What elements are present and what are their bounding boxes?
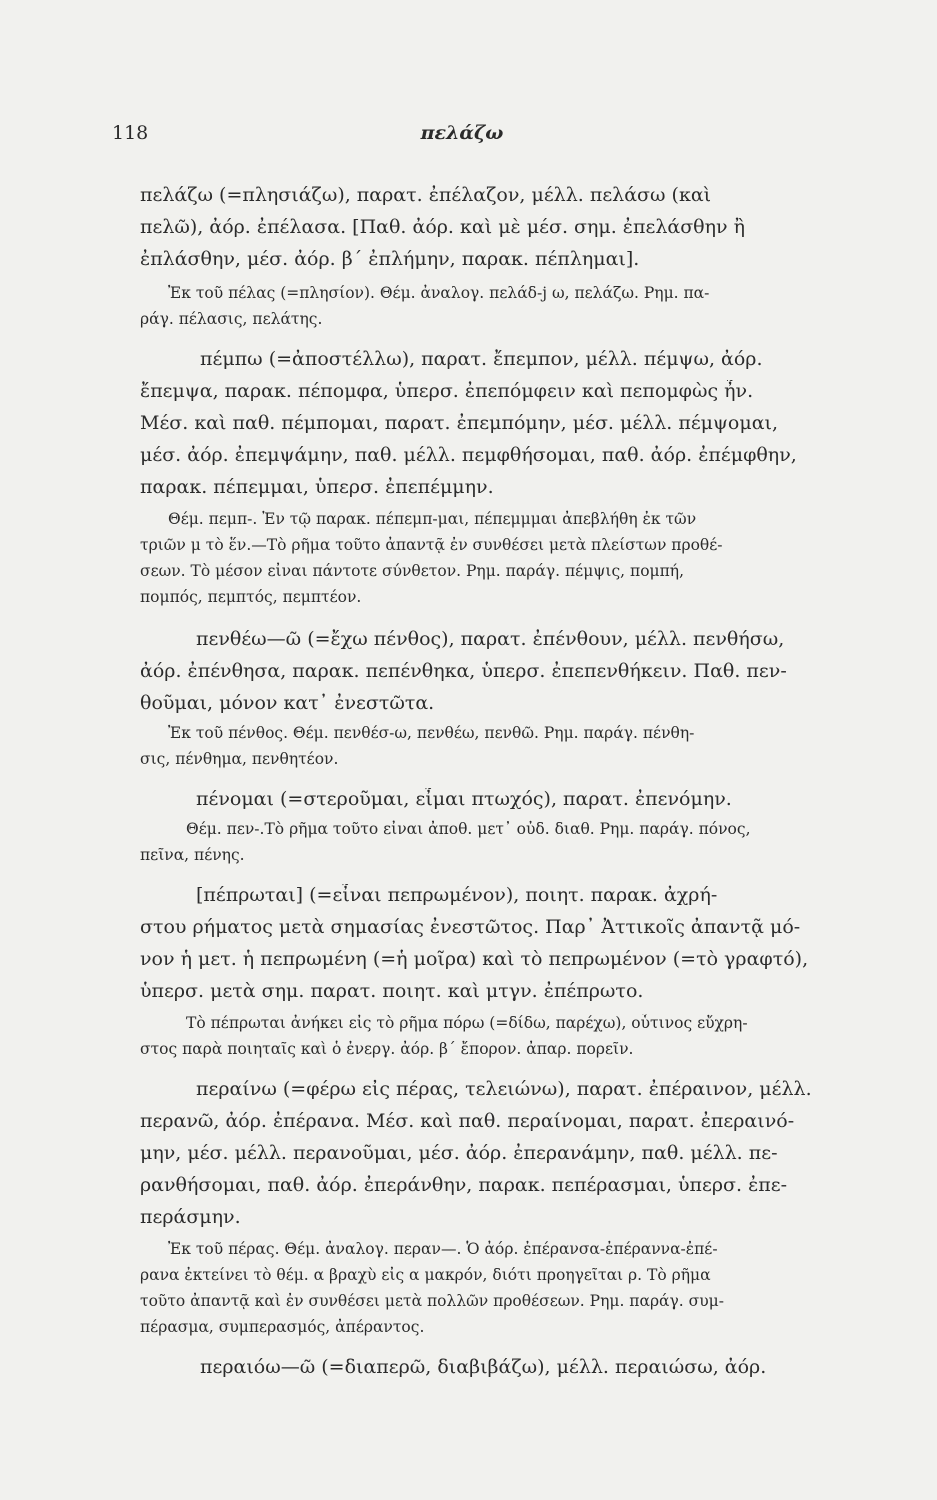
etymology-line: ράγ. πέλασις, πελάτης. (140, 310, 323, 328)
etymology-line: τοῦτο ἀπαντᾷ καὶ ἐν συνθέσει μετὰ πολλῶν προθέσεων. Ρημ. παράγ. συμ- (140, 1292, 724, 1310)
etymology-line: πομπός, πεμπτός, πεμπτέον. (140, 588, 362, 606)
entry-pentheo-line: πενθέω—ῶ (=ἔχω πένθος), παρατ. ἐπένθουν, μέλλ. πενθήσω, (196, 628, 785, 650)
entry-pelazo-line: πελάζω (=πλησιάζω), παρατ. ἐπέλαζον, μέλλ. πελάσω (καὶ (140, 184, 712, 206)
text-line: περανῶ, ἀόρ. ἐπέρανα. Μέσ. καὶ παθ. περαίνομαι, παρατ. ἐπεραινό- (140, 1110, 795, 1132)
text-line: θοῦμαι, μόνον κατ᾽ ἐνεστῶτα. (140, 692, 435, 714)
text-line: ἀόρ. ἐπένθησα, παρακ. πεπένθηκα, ὑπερσ. ἐπεπενθήκειν. Παθ. πεν- (140, 660, 787, 682)
entry-peraino-line: περαίνω (=φέρω εἰς πέρας, τελειώνω), παρατ. ἐπέραινον, μέλλ. (196, 1078, 812, 1100)
page-header (112, 122, 812, 152)
etymology-line: στος παρὰ ποιηταῖς καὶ ὁ ἐνεργ. ἀόρ. β΄ ἔπορον. ἀπαρ. πορεῖν. (140, 1040, 634, 1058)
etymology-line: ρανα ἐκτείνει τὸ θέμ. α βραχὺ εἰς α μακρόν, διότι προηγεῖται ρ. Τὸ ρῆμα (140, 1266, 711, 1284)
text-line: ὑπερσ. μετὰ σημ. παρατ. ποιητ. καὶ μτγν. ἐπέπρωτο. (140, 980, 644, 1002)
etymology-line: σεων. Τὸ μέσον εἶναι πάντοτε σύνθετον. Ρημ. παράγ. πέμψις, πομπή, (140, 562, 685, 580)
entry-penomai-line: πένομαι (=στεροῦμαι, εἶμαι πτωχός), παρατ. ἐπενόμην. (196, 788, 732, 810)
text-line: μην, μέσ. μέλλ. περανοῦμαι, μέσ. ἀόρ. ἐπερανάμην, παθ. μέλλ. πε- (140, 1142, 778, 1164)
text-line: περάσμην. (140, 1206, 241, 1228)
page-number: 118 (112, 122, 149, 144)
etymology-line: Θέμ. πεν-.Τὸ ρῆμα τοῦτο εἶναι ἀποθ. μετ᾽ οὐδ. διαθ. Ρημ. παράγ. πόνος, (186, 820, 751, 838)
text-line: ἔπεμψα, παρακ. πέπομφα, ὑπερσ. ἐπεπόμφειν καὶ πεπομφὼς ἦν. (140, 380, 754, 402)
entry-peraioo-line: περαιόω—ῶ (=διαπερῶ, διαβιβάζω), μέλλ. περαιώσω, ἀόρ. (200, 1356, 767, 1378)
etymology-line: Ἐκ τοῦ πέλας (=πλησίον). Θέμ. ἀναλογ. πελάδ-j ω, πελάζω. Ρημ. πα- (168, 284, 710, 302)
text-line: νον ἡ μετ. ἡ πεπρωμένη (=ἡ μοῖρα) καὶ τὸ πεπρωμένον (=τὸ γραφτό), (140, 948, 809, 970)
etymology-line: τριῶν μ τὸ ἕν.—Τὸ ρῆμα τοῦτο ἀπαντᾷ ἐν συνθέσει μετὰ πλείστων προθέ- (140, 536, 723, 554)
etymology-line: Ἐκ τοῦ πέρας. Θέμ. ἀναλογ. περαν—. Ὁ ἀόρ. ἐπέρανσα-ἐπέραννα-ἐπέ- (168, 1240, 718, 1258)
text-line: ἐπλάσθην, μέσ. ἀόρ. β΄ ἐπλήμην, παρακ. πέπλημαι]. (140, 248, 640, 270)
etymology-line: Τὸ πέπρωται ἀνήκει εἰς τὸ ρῆμα πόρω (=δίδω, παρέχω), οὗτινος εὔχρη- (186, 1014, 748, 1032)
entry-peprotai-line: [πέπρωται] (=εἶναι πεπρωμένον), ποιητ. παρακ. ἀχρή- (196, 884, 718, 906)
text-line: παρακ. πέπεμμαι, ὑπερσ. ἐπεπέμμην. (140, 476, 494, 498)
etymology-line: πέρασμα, συμπερασμός, ἀπέραντος. (140, 1318, 425, 1336)
running-head: πελάζω (420, 122, 504, 144)
text-line: πελῶ), ἀόρ. ἐπέλασα. [Παθ. ἀόρ. καὶ μὲ μέσ. σημ. ἐπελάσθην ἢ (140, 216, 745, 238)
etymology-line: σις, πένθημα, πενθητέον. (140, 750, 339, 768)
entry-pempo-line: πέμπω (=ἀποστέλλω), παρατ. ἔπεμπον, μέλλ. πέμψω, ἀόρ. (200, 348, 763, 370)
text-line: Μέσ. καὶ παθ. πέμπομαι, παρατ. ἐπεμπόμην, μέσ. μέλλ. πέμψομαι, (140, 412, 779, 434)
etymology-line: Ἐκ τοῦ πένθος. Θέμ. πενθέσ-ω, πενθέω, πενθῶ. Ρημ. παράγ. πένθη- (168, 724, 695, 742)
text-line: στου ρήματος μετὰ σημασίας ἐνεστῶτος. Παρ᾽ Ἀττικοῖς ἀπαντᾷ μό- (140, 916, 801, 938)
text-line: ρανθήσομαι, παθ. ἀόρ. ἐπεράνθην, παρακ. πεπέρασμαι, ὑπερσ. ἐπε- (140, 1174, 788, 1196)
text-line: μέσ. ἀόρ. ἐπεμψάμην, παθ. μέλλ. πεμφθήσομαι, παθ. ἀόρ. ἐπέμφθην, (140, 444, 797, 466)
etymology-line: πεῖνα, πένης. (140, 846, 245, 864)
etymology-line: Θέμ. πεμπ-. Ἐν τῷ παρακ. πέπεμπ-μαι, πέπεμμμαι ἀπεβλήθη ἐκ τῶν (168, 510, 697, 528)
